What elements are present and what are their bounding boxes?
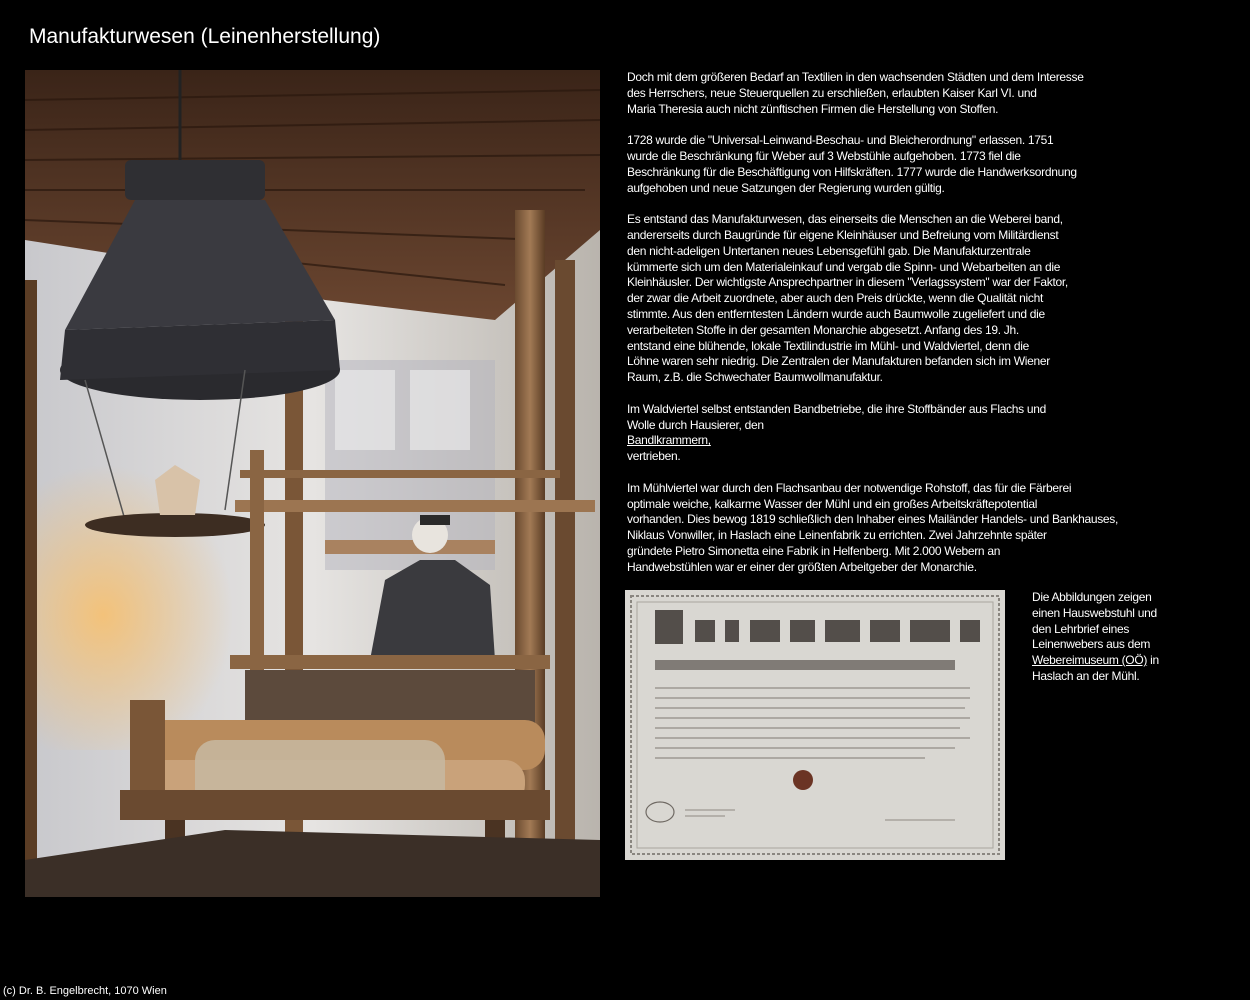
waldviertel-text: Im Waldviertel selbst entstanden Bandbetriebe, die ihre Stoffbänder aus Flachs und Wolle durch Hausierer, den <box>627 401 1046 432</box>
paragraph-2: 1728 wurde die "Universal-Leinwand-Beschau- und Bleicherordnung" erlassen. 1751 wurde die Beschränkung für Weber auf 3 Webstühle aufgehoben. 1773 fiel die Beschränkung für die Beschäftigung von Hilfskräften. 1777 wurde die Handwerksordnung aufgehoben und neue Satzungen der Regierung wurden gültig. <box>627 133 1077 195</box>
certificate-photo <box>625 590 1005 860</box>
caption-text: Die Abbildungen zeigen einen Hauswebstuhl und den Lehrbrief eines Leinenwebers aus dem <box>1032 590 1157 652</box>
page-title: Manufakturwesen (Leinenherstellung) <box>29 25 381 48</box>
copyright-footer: (c) Dr. B. Engelbrecht, 1070 Wien <box>3 985 167 997</box>
paragraph-3: Es entstand das Manufakturwesen, das einerseits die Menschen an die Weberei band, andererseits durch Baugründe für eigene Kleinhäuser und Befreiung vom Militärdienst den nicht-adeligen Untertanen neues Lebensgefühl gab. Die Manufakturzentrale kümmerte sich um den Materialeinkauf und vergab die Spinn- und Webarbeiten an die Kleinhäusler. Der wichtigste Ansprechpartner in diesem "Verlagssystem" war der Faktor, der zwar die Arbeit zuordnete, aber auch den Preis drückte, wenn die Qualität nicht stimmte. Aus den entferntesten Ländern wurde auch Baumwolle zugeliefert und die verarbeiteten Stoffe in der gesamten Monarchie abgesetzt. Anfang des 19. Jh. entstand eine blühende, lokale Textilindustrie im Mühl- und Waldviertel, denn die Löhne waren sehr niedrig. Die Zentralen der Manufakturen befanden sich im Wiener Raum, z.B. die Schwechater Baumwollmanufaktur. <box>627 212 1068 385</box>
image-caption <box>1032 590 1192 685</box>
webereimuseum-link[interactable]: Webereimuseum (OÖ) <box>1032 653 1148 668</box>
bandlkrammern-link[interactable]: Bandlkrammern, <box>627 433 711 448</box>
paragraph-muehlviertel: Im Mühlviertel war durch den Flachsanbau der notwendige Rohstoff, das für die Färberei optimale weiche, kalkarme Wasser der Mühl und ein großes Arbeitskräftepotential vorhanden. Dies bewog 1819 schließlich den Inhaber eines Mailänder Handels- und Bankhauses, Niklaus Vonwiller, in Haslach eine Leinenfabrik zu errichten. Zwei Jahrzehnte später gründete Pietro Simonetta eine Fabrik in Helfenberg. Mit 2.000 Webern an Handwebstühlen war er einer der größten Arbeitgeber der Monarchie. <box>627 480 1119 574</box>
waldviertel-text-end: vertrieben. <box>627 449 681 464</box>
article-text <box>627 70 1187 591</box>
caption-text-end: in Haslach an der Mühl. <box>1032 653 1159 683</box>
paragraph-1: Doch mit dem größeren Bedarf an Textilien in den wachsenden Städten und dem Interesse des Herrschers, neue Steuerquellen zu erschließen, erlaubten Kaiser Karl VI. und Maria Theresia auch nicht zünftischen Firmen die Herstellung von Stoffen. <box>627 70 1084 116</box>
paragraph-waldviertel <box>627 402 1187 465</box>
loom-photo <box>25 70 600 897</box>
